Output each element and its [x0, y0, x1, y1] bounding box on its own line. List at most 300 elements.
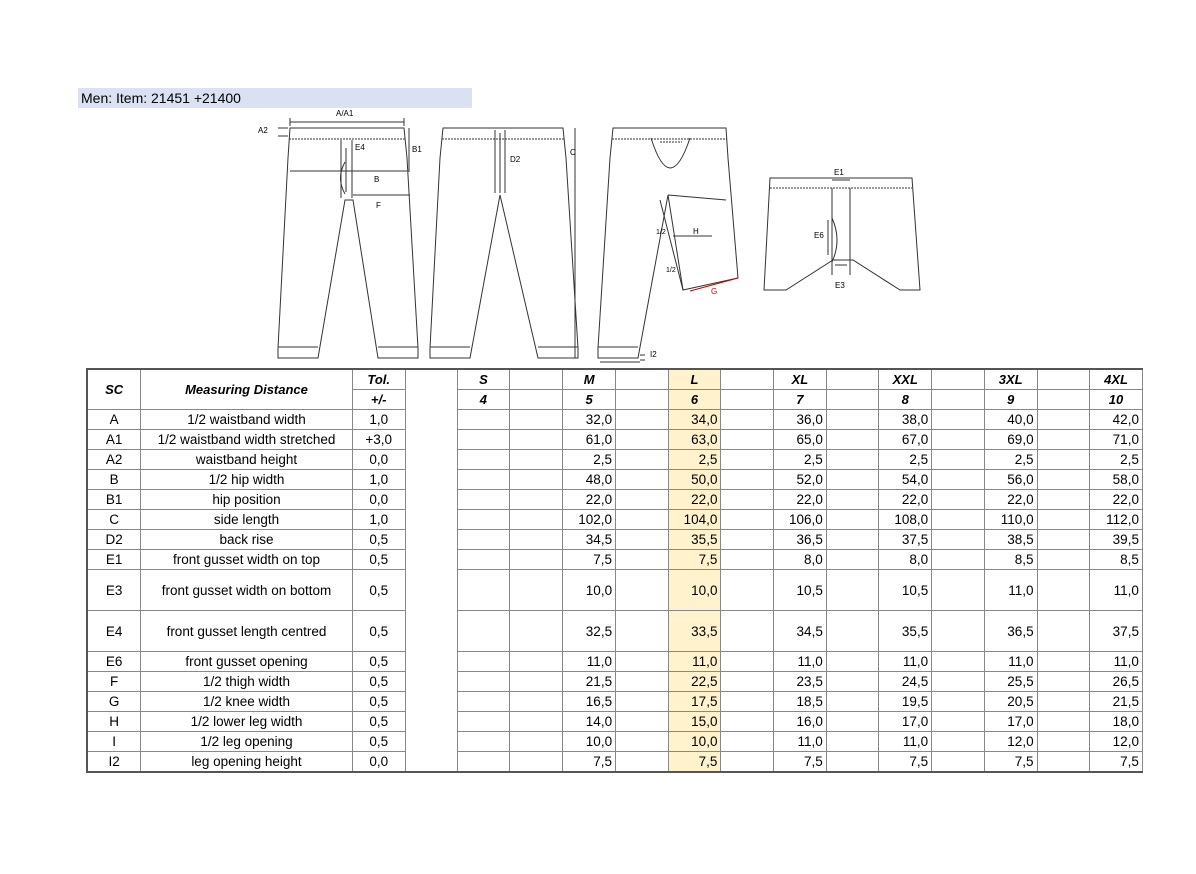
row-value-size-6: 7,5: [1090, 752, 1143, 773]
row-description: 1/2 knee width: [141, 692, 353, 712]
row-spacer: [932, 450, 985, 470]
item-title: Men: Item: 21451 +21400: [78, 88, 472, 108]
row-value-size-0: [458, 450, 510, 470]
row-description: back rise: [141, 530, 353, 550]
row-spacer: [932, 692, 985, 712]
label-e1: E1: [834, 168, 844, 177]
row-tolerance: 0,5: [352, 692, 405, 712]
row-value-size-3: 2,5: [773, 450, 826, 470]
row-value-size-6: 71,0: [1090, 430, 1143, 450]
row-tolerance: 0,5: [352, 652, 405, 672]
row-value-size-4: 10,5: [879, 570, 932, 611]
row-spacer: [721, 692, 774, 712]
row-spacer: [826, 570, 879, 611]
row-spacer: [932, 410, 985, 430]
row-value-size-5: 12,0: [984, 732, 1037, 752]
row-spacer: [509, 430, 563, 450]
row-description: front gusset width on top: [141, 550, 353, 570]
header-size-number-3: 7: [773, 390, 826, 410]
row-value-size-6: 21,5: [1090, 692, 1143, 712]
row-gap: [405, 410, 458, 430]
row-spacer: [826, 410, 879, 430]
header-tol: Tol.: [352, 369, 405, 390]
row-spacer: [826, 611, 879, 652]
row-spacer: [616, 490, 669, 510]
row-gap: [405, 490, 458, 510]
row-spacer: [826, 450, 879, 470]
row-sc: A2: [87, 450, 141, 470]
row-value-size-0: [458, 732, 510, 752]
label-b1: B1: [412, 145, 422, 154]
row-spacer: [509, 732, 563, 752]
table-row: [87, 410, 1195, 430]
row-tolerance: 1,0: [352, 470, 405, 490]
row-spacer: [826, 510, 879, 530]
row-tolerance: 0,5: [352, 732, 405, 752]
header-spacer: [1037, 369, 1090, 390]
row-value-size-2: 34,0: [668, 410, 721, 430]
row-value-size-5: 7,5: [984, 752, 1037, 773]
row-value-size-6: 37,5: [1090, 611, 1143, 652]
row-spacer: [1037, 470, 1090, 490]
row-value-size-3: 34,5: [773, 611, 826, 652]
header-spacer: [826, 369, 879, 390]
measurement-table: [86, 368, 1196, 773]
row-spacer: [932, 550, 985, 570]
row-value-size-6: 42,0: [1090, 410, 1143, 430]
row-spacer: [616, 410, 669, 430]
label-e6: E6: [814, 231, 824, 240]
row-spacer: [509, 530, 563, 550]
row-spacer: [509, 752, 563, 773]
row-value-size-2: 7,5: [668, 752, 721, 773]
row-spacer: [509, 450, 563, 470]
row-value-size-4: 17,0: [879, 712, 932, 732]
label-g: G: [711, 287, 718, 296]
row-spacer: [721, 550, 774, 570]
table-row: [87, 510, 1195, 530]
row-value-size-0: [458, 550, 510, 570]
header-measuring-distance: Measuring Distance: [141, 369, 353, 410]
row-spacer: [826, 712, 879, 732]
row-value-size-5: 22,0: [984, 490, 1037, 510]
row-value-size-3: 8,0: [773, 550, 826, 570]
row-value-size-0: [458, 752, 510, 773]
row-spacer: [616, 752, 669, 773]
row-value-size-5: 20,5: [984, 692, 1037, 712]
row-spacer: [932, 672, 985, 692]
table-row: [87, 470, 1195, 490]
row-value-size-3: 10,5: [773, 570, 826, 611]
row-spacer: [826, 490, 879, 510]
header-size-number-4: 8: [879, 390, 932, 410]
row-gap: [405, 712, 458, 732]
row-value-size-0: [458, 490, 510, 510]
row-spacer: [932, 470, 985, 490]
front-view-drawing: [278, 118, 418, 358]
row-value-size-4: 2,5: [879, 450, 932, 470]
row-value-size-6: 18,0: [1090, 712, 1143, 732]
row-value-size-3: 18,5: [773, 692, 826, 712]
row-description: hip position: [141, 490, 353, 510]
row-spacer: [509, 550, 563, 570]
header-spacer: [1037, 390, 1090, 410]
row-value-size-1: 34,5: [563, 530, 616, 550]
row-spacer: [1037, 430, 1090, 450]
row-spacer: [616, 692, 669, 712]
label-half-2: 1/2: [666, 267, 676, 274]
row-value-size-6: 8,5: [1090, 550, 1143, 570]
row-value-size-1: 61,0: [563, 430, 616, 450]
row-description: leg opening height: [141, 752, 353, 773]
row-tolerance: +3,0: [352, 430, 405, 450]
row-tolerance: 0,5: [352, 672, 405, 692]
row-spacer: [721, 530, 774, 550]
label-a2: A2: [258, 126, 268, 135]
back-view-drawing: [430, 128, 578, 358]
row-value-size-6: 39,5: [1090, 530, 1143, 550]
row-value-size-6: 26,5: [1090, 672, 1143, 692]
header-size-2: L: [668, 369, 721, 390]
row-spacer: [721, 752, 774, 773]
header-spacer: [616, 369, 669, 390]
row-gap: [405, 510, 458, 530]
row-value-size-5: 11,0: [984, 652, 1037, 672]
row-value-size-2: 50,0: [668, 470, 721, 490]
row-value-size-3: 52,0: [773, 470, 826, 490]
row-spacer: [932, 570, 985, 611]
row-value-size-0: [458, 652, 510, 672]
row-value-size-4: 67,0: [879, 430, 932, 450]
row-tolerance: 0,5: [352, 712, 405, 732]
row-spacer: [721, 732, 774, 752]
row-value-size-0: [458, 510, 510, 530]
header-spacer: [509, 369, 563, 390]
row-sc: E3: [87, 570, 141, 611]
label-half-1: 1/2: [656, 229, 666, 236]
header-spacer: [932, 390, 985, 410]
row-gap: [405, 470, 458, 490]
row-tolerance: 1,0: [352, 410, 405, 430]
row-sc: G: [87, 692, 141, 712]
row-spacer: [826, 652, 879, 672]
row-value-size-5: 17,0: [984, 712, 1037, 732]
row-spacer: [1037, 692, 1090, 712]
row-spacer: [1037, 611, 1090, 652]
row-spacer: [721, 410, 774, 430]
row-spacer: [932, 732, 985, 752]
row-value-size-6: 58,0: [1090, 470, 1143, 490]
row-sc: B: [87, 470, 141, 490]
row-value-size-1: 21,5: [563, 672, 616, 692]
row-spacer: [932, 490, 985, 510]
row-value-size-2: 22,5: [668, 672, 721, 692]
row-sc: B1: [87, 490, 141, 510]
row-spacer: [1037, 510, 1090, 530]
row-spacer: [616, 570, 669, 611]
row-value-size-0: [458, 611, 510, 652]
row-tolerance: 0,0: [352, 752, 405, 773]
row-value-size-4: 19,5: [879, 692, 932, 712]
row-spacer: [1037, 410, 1090, 430]
row-value-size-3: 11,0: [773, 732, 826, 752]
row-spacer: [1037, 530, 1090, 550]
garment-technical-drawings: [0, 100, 1196, 370]
row-value-size-3: 36,0: [773, 410, 826, 430]
row-sc: I: [87, 732, 141, 752]
row-value-size-4: 37,5: [879, 530, 932, 550]
row-value-size-5: 2,5: [984, 450, 1037, 470]
row-value-size-0: [458, 672, 510, 692]
row-spacer: [509, 490, 563, 510]
row-gap: [405, 430, 458, 450]
header-size-5: 3XL: [984, 369, 1037, 390]
row-spacer: [932, 712, 985, 732]
row-value-size-0: [458, 692, 510, 712]
row-spacer: [616, 470, 669, 490]
row-spacer: [826, 752, 879, 773]
row-spacer: [509, 712, 563, 732]
row-spacer: [616, 550, 669, 570]
row-spacer: [1037, 752, 1090, 773]
row-sc: C: [87, 510, 141, 530]
row-gap: [405, 570, 458, 611]
row-gap: [405, 530, 458, 550]
row-value-size-2: 10,0: [668, 732, 721, 752]
header-gap: [405, 369, 458, 390]
header-size-number-5: 9: [984, 390, 1037, 410]
row-value-size-2: 11,0: [668, 652, 721, 672]
row-value-size-2: 10,0: [668, 570, 721, 611]
table-row: [87, 712, 1195, 732]
row-spacer: [721, 470, 774, 490]
row-spacer: [932, 530, 985, 550]
header-spacer: [721, 390, 774, 410]
row-value-size-5: 36,5: [984, 611, 1037, 652]
row-spacer: [826, 692, 879, 712]
row-spacer: [826, 732, 879, 752]
row-tolerance: 0,5: [352, 570, 405, 611]
row-gap: [405, 550, 458, 570]
row-description: front gusset width on bottom: [141, 570, 353, 611]
row-value-size-2: 104,0: [668, 510, 721, 530]
header-size-number-6: 10: [1090, 390, 1143, 410]
header-size-3: XL: [773, 369, 826, 390]
row-value-size-3: 22,0: [773, 490, 826, 510]
row-spacer: [1037, 550, 1090, 570]
row-tolerance: 1,0: [352, 510, 405, 530]
row-value-size-4: 11,0: [879, 652, 932, 672]
header-row-names: [87, 369, 1195, 390]
row-sc: D2: [87, 530, 141, 550]
row-value-size-1: 22,0: [563, 490, 616, 510]
header-spacer: [509, 390, 563, 410]
row-spacer: [721, 490, 774, 510]
row-value-size-3: 36,5: [773, 530, 826, 550]
table-row: [87, 490, 1195, 510]
header-spacer: [932, 369, 985, 390]
side-leg-drawing: [598, 128, 738, 362]
row-spacer: [932, 430, 985, 450]
row-spacer: [721, 672, 774, 692]
row-description: 1/2 thigh width: [141, 672, 353, 692]
row-value-size-4: 24,5: [879, 672, 932, 692]
row-sc: A: [87, 410, 141, 430]
row-spacer: [932, 510, 985, 530]
row-spacer: [509, 510, 563, 530]
row-spacer: [616, 611, 669, 652]
row-sc: E1: [87, 550, 141, 570]
row-tolerance: 0,5: [352, 611, 405, 652]
row-spacer: [616, 732, 669, 752]
row-sc: H: [87, 712, 141, 732]
row-sc: F: [87, 672, 141, 692]
label-f: F: [376, 201, 381, 210]
row-gap: [405, 732, 458, 752]
row-value-size-5: 40,0: [984, 410, 1037, 430]
row-spacer: [932, 611, 985, 652]
table-row: [87, 672, 1195, 692]
table-row: [87, 611, 1195, 652]
row-spacer: [616, 712, 669, 732]
row-value-size-4: 7,5: [879, 752, 932, 773]
row-spacer: [826, 430, 879, 450]
row-spacer: [616, 510, 669, 530]
row-spacer: [1037, 450, 1090, 470]
row-spacer: [509, 570, 563, 611]
row-value-size-3: 65,0: [773, 430, 826, 450]
table-row: [87, 530, 1195, 550]
row-spacer: [826, 550, 879, 570]
row-spacer: [721, 712, 774, 732]
row-value-size-1: 2,5: [563, 450, 616, 470]
row-value-size-4: 38,0: [879, 410, 932, 430]
row-spacer: [1037, 672, 1090, 692]
row-tolerance: 0,5: [352, 550, 405, 570]
row-tolerance: 0,0: [352, 490, 405, 510]
row-value-size-2: 35,5: [668, 530, 721, 550]
row-spacer: [616, 450, 669, 470]
table-row: [87, 752, 1195, 773]
row-value-size-1: 7,5: [563, 752, 616, 773]
row-spacer: [721, 611, 774, 652]
row-sc: I2: [87, 752, 141, 773]
row-value-size-5: 56,0: [984, 470, 1037, 490]
row-value-size-3: 106,0: [773, 510, 826, 530]
label-e3: E3: [835, 281, 845, 290]
row-value-size-2: 17,5: [668, 692, 721, 712]
row-spacer: [721, 430, 774, 450]
row-description: front gusset length centred: [141, 611, 353, 652]
row-spacer: [509, 692, 563, 712]
row-value-size-0: [458, 570, 510, 611]
row-value-size-1: 48,0: [563, 470, 616, 490]
header-spacer: [616, 390, 669, 410]
row-value-size-2: 2,5: [668, 450, 721, 470]
row-spacer: [1037, 570, 1090, 611]
header-size-number-0: 4: [458, 390, 510, 410]
label-h: H: [693, 227, 699, 236]
row-value-size-4: 108,0: [879, 510, 932, 530]
row-spacer: [616, 430, 669, 450]
header-spacer: [721, 369, 774, 390]
row-value-size-0: [458, 430, 510, 450]
row-value-size-4: 54,0: [879, 470, 932, 490]
row-spacer: [616, 652, 669, 672]
row-value-size-5: 69,0: [984, 430, 1037, 450]
header-tol-sign: +/-: [352, 390, 405, 410]
row-value-size-5: 25,5: [984, 672, 1037, 692]
label-b: B: [374, 175, 380, 184]
row-spacer: [721, 510, 774, 530]
row-description: 1/2 leg opening: [141, 732, 353, 752]
row-sc: E4: [87, 611, 141, 652]
row-gap: [405, 672, 458, 692]
row-value-size-1: 32,0: [563, 410, 616, 430]
table-row: [87, 732, 1195, 752]
table-row: [87, 430, 1195, 450]
label-c: C: [570, 148, 576, 157]
table-row: [87, 570, 1195, 611]
row-description: 1/2 waistband width stretched: [141, 430, 353, 450]
row-value-size-3: 23,5: [773, 672, 826, 692]
table-row: [87, 450, 1195, 470]
row-value-size-0: [458, 470, 510, 490]
row-value-size-4: 8,0: [879, 550, 932, 570]
row-sc: E6: [87, 652, 141, 672]
row-spacer: [509, 410, 563, 430]
header-sc: SC: [87, 369, 141, 410]
row-value-size-5: 38,5: [984, 530, 1037, 550]
row-spacer: [721, 652, 774, 672]
row-value-size-1: 11,0: [563, 652, 616, 672]
header-spacer: [826, 390, 879, 410]
header-gap: [405, 390, 458, 410]
row-value-size-1: 10,0: [563, 732, 616, 752]
row-tolerance: 0,5: [352, 530, 405, 550]
label-i2: I2: [650, 350, 657, 359]
row-value-size-6: 12,0: [1090, 732, 1143, 752]
row-value-size-1: 10,0: [563, 570, 616, 611]
row-value-size-5: 110,0: [984, 510, 1037, 530]
row-spacer: [721, 570, 774, 611]
row-spacer: [1037, 652, 1090, 672]
row-value-size-2: 7,5: [668, 550, 721, 570]
row-value-size-2: 22,0: [668, 490, 721, 510]
row-spacer: [826, 470, 879, 490]
row-gap: [405, 692, 458, 712]
row-spacer: [826, 530, 879, 550]
row-description: 1/2 lower leg width: [141, 712, 353, 732]
row-value-size-2: 15,0: [668, 712, 721, 732]
header-size-1: M: [563, 369, 616, 390]
label-d2: D2: [510, 155, 521, 164]
row-spacer: [1037, 712, 1090, 732]
row-value-size-3: 11,0: [773, 652, 826, 672]
header-size-number-2: 6: [668, 390, 721, 410]
row-description: waistband height: [141, 450, 353, 470]
row-gap: [405, 611, 458, 652]
row-spacer: [826, 672, 879, 692]
row-gap: [405, 652, 458, 672]
label-a-a1: A/A1: [336, 109, 354, 118]
row-spacer: [616, 530, 669, 550]
row-value-size-0: [458, 712, 510, 732]
row-tolerance: 0,0: [352, 450, 405, 470]
row-gap: [405, 450, 458, 470]
row-value-size-6: 11,0: [1090, 570, 1143, 611]
row-spacer: [1037, 490, 1090, 510]
